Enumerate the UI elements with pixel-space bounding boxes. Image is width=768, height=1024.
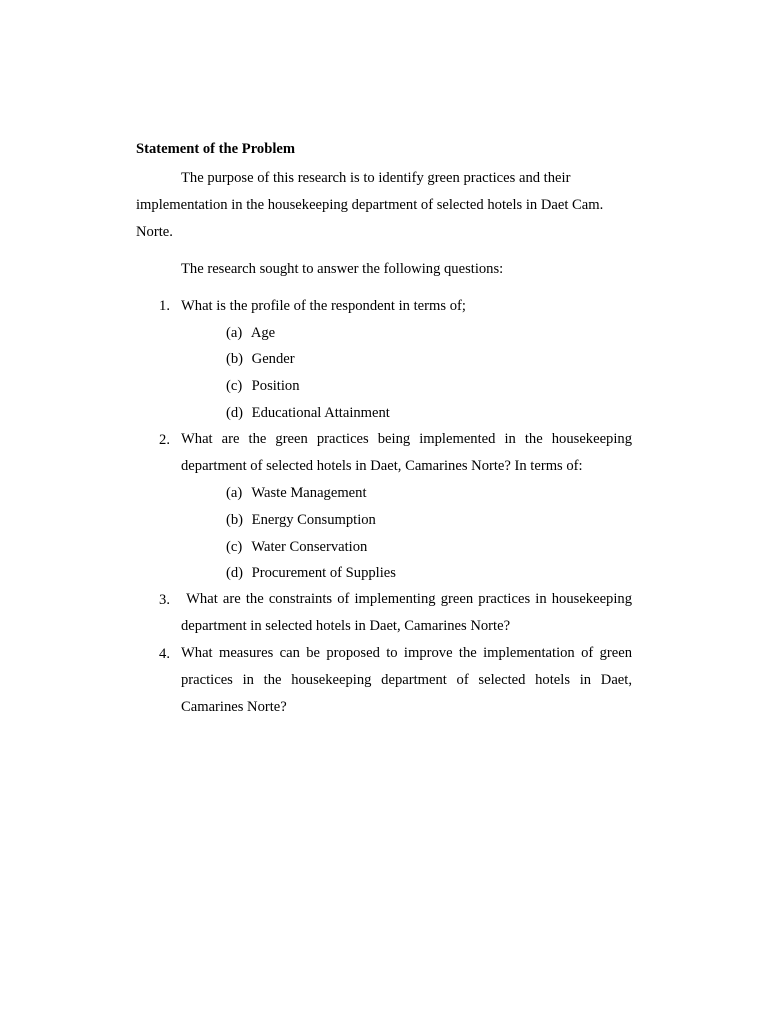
purpose-paragraph-text: The purpose of this research is to identify green practices and their implementation in the housekeeping department of selected hotels in Daet Cam. Norte. — [136, 170, 604, 240]
question-text: What are the green practices being implemented in the housekeeping department of selected hotels in Daet, Camarines Norte? In terms of: — [181, 431, 632, 474]
questions-intro-text: The research sought to answer the following questions: — [181, 261, 504, 277]
list-marker: (c) — [226, 539, 243, 555]
list-marker: (a) — [226, 485, 243, 501]
list-marker: (b) — [226, 512, 244, 528]
questions-intro — [136, 256, 617, 283]
question-text: What measures can be proposed to improve the implementation of green practices in the housekeeping department of selected hotels in Daet, Camarines Norte? — [181, 645, 632, 715]
list-marker: (a) — [226, 325, 243, 341]
list-item-text: Educational Attainment — [251, 405, 390, 421]
list-marker: (d) — [226, 565, 244, 581]
list-item-text: Waste Management — [251, 485, 367, 501]
list-item-text: Energy Consumption — [251, 512, 376, 528]
question-text: What is the profile of the respondent in terms of; — [181, 298, 466, 314]
list-marker: (d) — [226, 405, 244, 421]
question-number: 4. — [159, 646, 170, 662]
list-item-text: Position — [251, 378, 300, 394]
list-item — [226, 349, 295, 369]
list-marker: (c) — [226, 378, 243, 394]
question-number: 1. — [159, 298, 170, 314]
list-item — [226, 563, 396, 583]
list-item-text: Age — [250, 325, 276, 341]
list-item-text: Procurement of Supplies — [251, 565, 396, 581]
list-item-text: Water Conservation — [251, 539, 368, 555]
list-item — [226, 376, 300, 396]
question-number: 2. — [159, 432, 170, 448]
list-item — [226, 323, 275, 343]
list-item — [226, 510, 376, 530]
purpose-paragraph — [136, 165, 617, 245]
section-heading: Statement of the Problem — [136, 141, 296, 157]
list-marker: (b) — [226, 351, 244, 367]
question-number: 3. — [159, 592, 170, 608]
list-item — [226, 403, 390, 423]
list-item — [226, 537, 367, 557]
list-item — [226, 483, 367, 503]
question-text: What are the constraints of implementing green practices in housekeeping department in selected hotels in Daet, Camarines Norte? — [181, 591, 636, 634]
list-item-text: Gender — [251, 351, 295, 367]
